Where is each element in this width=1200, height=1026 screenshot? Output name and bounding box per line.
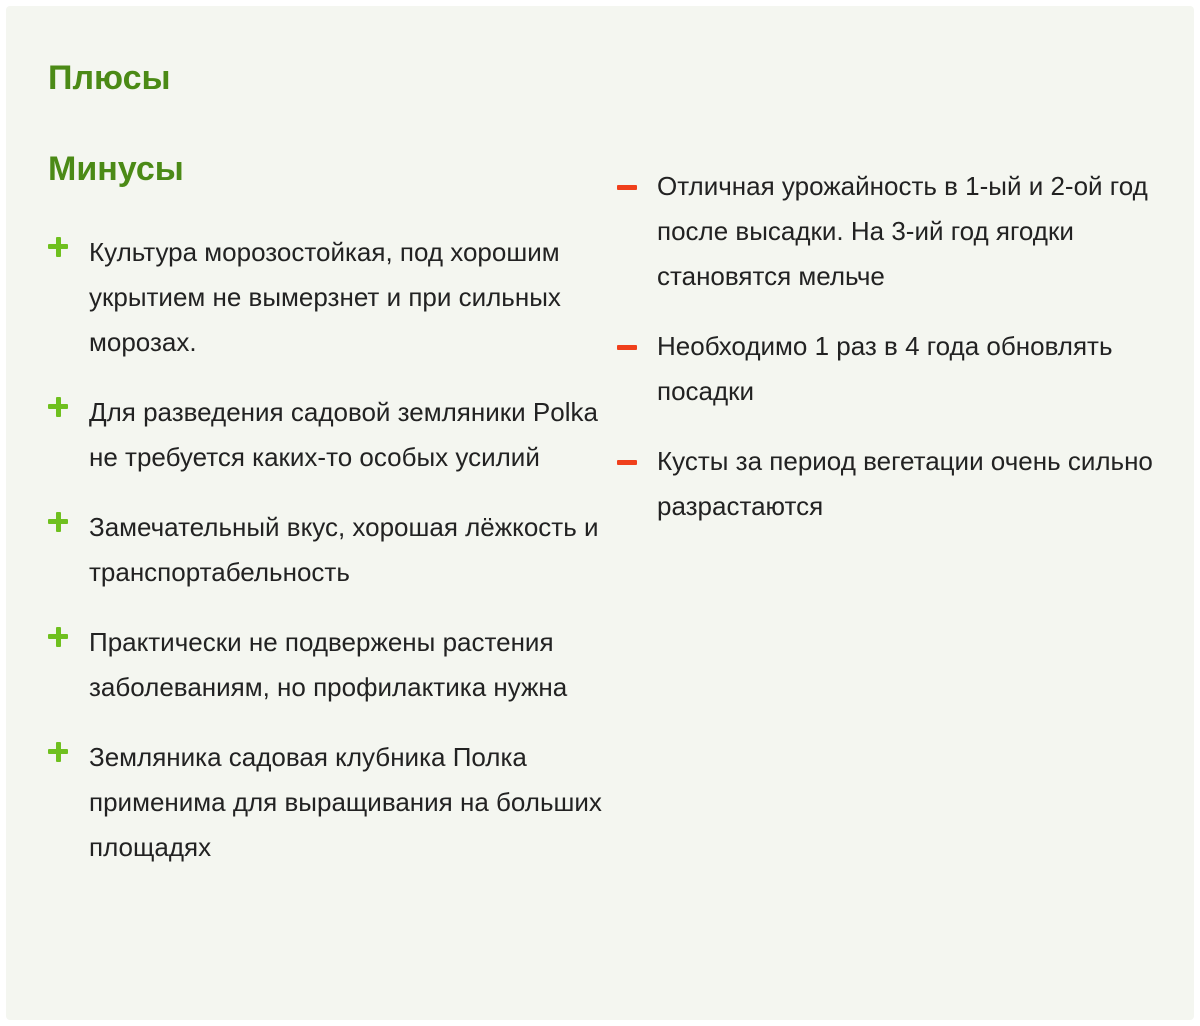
pros-list-item <box>48 735 608 870</box>
cons-heading: Минусы <box>48 150 184 188</box>
cons-list-item <box>616 164 1176 299</box>
pros-list-item <box>48 620 608 710</box>
pros-list-item <box>48 390 608 480</box>
plus-icon <box>48 390 70 435</box>
plus-icon <box>48 735 70 780</box>
pros-list-item <box>48 505 608 595</box>
minus-icon <box>616 164 638 209</box>
cons-list-item <box>616 324 1176 414</box>
plus-icon <box>48 620 70 665</box>
cons-list-item <box>616 439 1176 529</box>
pros-item-text: Замечательный вкус, хорошая лёжкость и транспортабельность <box>89 512 599 587</box>
minus-icon <box>616 439 638 484</box>
pros-item-text: Культура морозостойкая, под хорошим укрытием не вымерзнет и при сильных морозах. <box>89 237 561 357</box>
pros-item-text: Для разведения садовой земляники Polka не требуется каких-то особых усилий <box>89 397 598 472</box>
cons-item-text: Необходимо 1 раз в 4 года обновлять посадки <box>657 331 1113 406</box>
cons-item-text: Кусты за период вегетации очень сильно разрастаются <box>657 446 1153 521</box>
pros-item-text: Земляника садовая клубника Полка применима для выращивания на больших площадях <box>89 742 602 862</box>
pros-list-item <box>48 230 608 365</box>
minus-icon <box>616 324 638 369</box>
pros-cons-card <box>6 6 1194 1020</box>
pros-list <box>48 230 608 895</box>
pros-heading: Плюсы <box>48 59 171 97</box>
plus-icon <box>48 230 70 275</box>
pros-item-text: Практически не подвержены растения заболеваниям, но профилактика нужна <box>89 627 568 702</box>
cons-item-text: Отличная урожайность в 1-ый и 2-ой год после высадки. На 3-ий год ягодки становятся мельче <box>657 171 1148 291</box>
cons-list <box>616 164 1176 554</box>
plus-icon <box>48 505 70 550</box>
